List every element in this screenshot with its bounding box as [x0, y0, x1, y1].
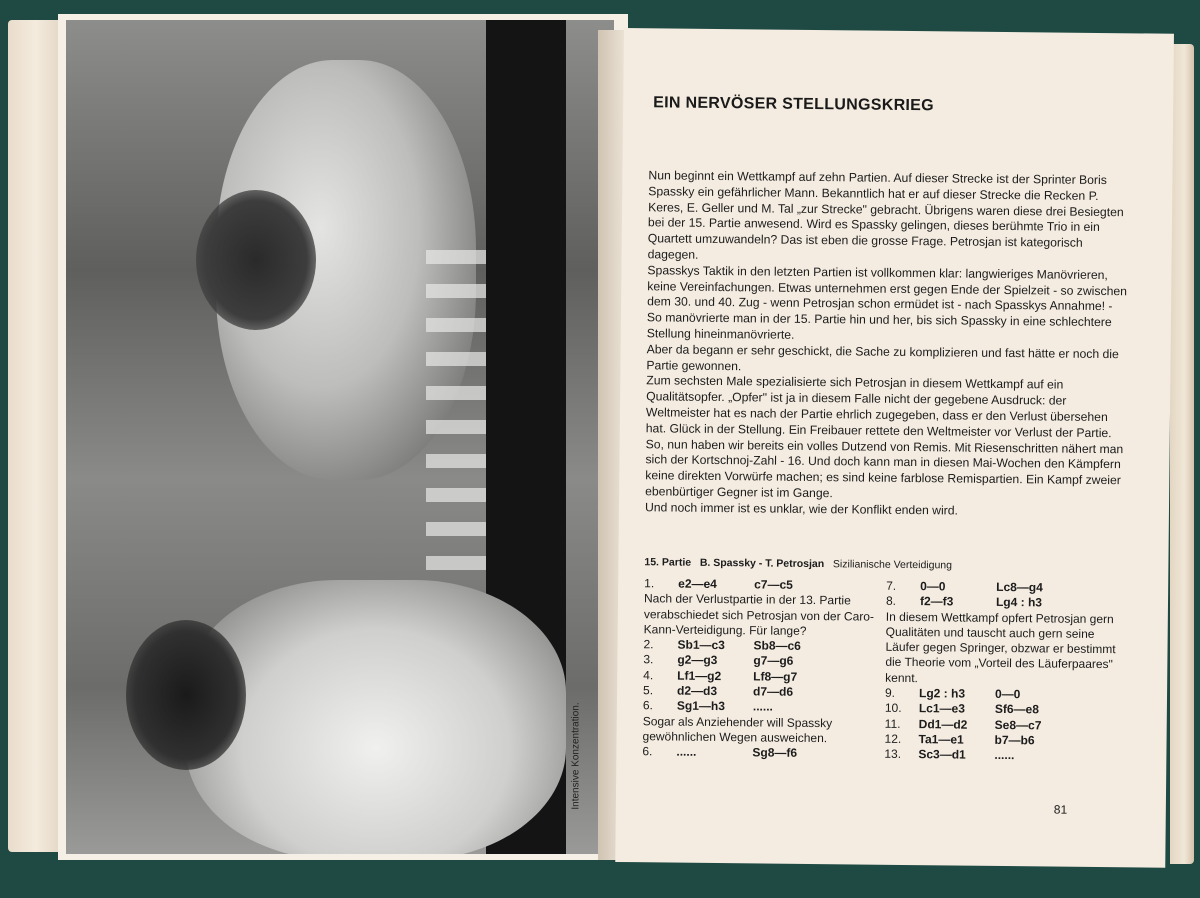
move-note: Sogar als Anziehender will Spassky gewöhnlichen Wegen ausweichen. [642, 713, 833, 746]
chapter-heading: EIN NERVÖSER STELLUNGSKRIEG [653, 94, 935, 115]
move-black: Sg8—f6 [752, 745, 798, 761]
game-opening: Sizilianische Verteidigung [832, 558, 953, 572]
photo-caption-text: Intensive Konzentration. [570, 702, 582, 810]
left-page [58, 14, 628, 860]
move-black: ...... [752, 699, 773, 714]
move-note: Nach der Verlustpartie in der 13. Partie verabschiedet sich Petrosjan von der Caro-Kann-Verteidigung. Für lange? [643, 591, 875, 638]
move-white: Lf1—g2 [677, 668, 722, 683]
move-white: Lc1—e3 [918, 701, 965, 716]
move-number: 6. [642, 698, 653, 713]
move-white: e2—e4 [678, 576, 717, 592]
move-black: c7—c5 [754, 577, 793, 592]
right-page [615, 28, 1174, 868]
move-number: 5. [642, 683, 654, 698]
book-edge-right [1170, 44, 1194, 864]
move-white: 0—0 [920, 579, 946, 594]
move-black: Lf8—g7 [753, 669, 798, 684]
move-white: Ta1—e1 [918, 732, 964, 747]
move-white: d2—d3 [676, 683, 718, 699]
body-text [645, 168, 1133, 521]
move-white: f2—f3 [919, 594, 954, 609]
move-number: 13. [884, 747, 902, 762]
move-number: 2. [643, 637, 654, 652]
move-black: g7—g6 [753, 653, 794, 669]
move-number: 10. [884, 701, 902, 716]
game-label: 15. Partie [644, 556, 692, 569]
move-number: 8. [885, 594, 897, 609]
move-row [884, 747, 1124, 765]
move-black: b7—b6 [994, 732, 1035, 748]
paragraph: Und noch immer ist es unklar, wie der Konflikt enden wird. [644, 499, 958, 518]
move-black: Se8—c7 [994, 717, 1042, 733]
photo-caption [566, 686, 586, 826]
move-white: Sc3—d1 [918, 747, 966, 762]
paragraph: So manövrierte man in der 15. Partie hin und her, bis sich Spassky in eine schlechtere Stellung hineinmanövrierte. [646, 310, 1112, 342]
move-white: Dd1—d2 [918, 716, 968, 732]
move-number: 3. [643, 652, 654, 667]
move-white: g2—g3 [677, 653, 718, 668]
move-black: 0—0 [994, 687, 1021, 702]
paragraph: Aber da begann er sehr geschickt, die Sache zu komplizieren und fast hätte er noch die Partie gewonnen. [646, 342, 1119, 373]
move-number: 7. [886, 578, 897, 593]
move-black: Lc8—g4 [996, 579, 1043, 595]
game-players: B. Spassky - T. Petrosjan [699, 556, 825, 571]
move-number: 9. [884, 685, 896, 700]
paragraph: Zum sechsten Male spezialisierte sich Petrosjan in diesem Wettkampf auf ein Qualitätsopfer. „Opfer" ist ja in diesem Falle nicht der gegebene Ausdruck: der Weltmeister hat es nach der Partie ehrlich zugegeben, dass er den Verlust übersehen hat. Glück in der Stellung. Ein Freibauer rettete den Weltmeister vor Verlust der Partie. So, nun haben wir bereits ein volles Dutzend von Remis. Mit Riesenschritten nähert man sich der Kortschnoj-Zahl - 16. Und doch kann man in diesen Mai-Wochen den Kämpfern keine direkten Vorwürfe machen; es sind keine farblose Remispartien. Ein Kampf zweier ebenbürtiger Gegner ist im Gange. [645, 373, 1124, 501]
move-number: 1. [644, 576, 655, 591]
move-number: 12. [884, 731, 902, 746]
move-row [642, 744, 882, 762]
move-number: 11. [884, 716, 901, 731]
move-white: Sb1—c3 [677, 637, 725, 653]
move-black: Lg4 : h3 [995, 595, 1043, 610]
paragraph: Spasskys Taktik in den letzten Partien ist vollkommen klar: langwieriges Manövrieren, keine Vereinfachungen. Etwas unternehmen erst gegen Ende der Spielzeit - so zwischen dem 30. und 40. Zug - wenn Petrosjan schon ermüdet ist - nach Spasskys Annahme! - [647, 263, 1128, 314]
move-black: ...... [994, 748, 1015, 763]
chess-players-photo [66, 20, 614, 854]
move-white: ...... [676, 744, 697, 760]
move-number: 4. [643, 668, 654, 683]
photo-head-top [196, 190, 316, 330]
photo-head-bottom [126, 620, 246, 770]
game-header [644, 556, 1144, 573]
move-black: d7—d6 [752, 684, 794, 699]
move-black: Sb8—c6 [753, 638, 801, 654]
move-white: Lg2 : h3 [918, 686, 966, 701]
moves-column-right [884, 579, 1126, 765]
move-number: 6. [642, 744, 653, 759]
move-black: Sf6—e8 [994, 702, 1039, 717]
move-white: Sg1—h3 [676, 698, 725, 714]
paragraph: Nun beginnt ein Wettkampf auf zehn Partien. Auf dieser Strecke ist der Sprinter Boris Spassky ein gefährlicher Mann. Bekanntlich hat er auf dieser Strecke die Recken P. Keres, E. Geller und M. Tal „zur Strecke" gebracht. Übrigens waren diese drei Besiegten bei der 15. Partie anwesend. Wird es Spassky gelingen, dieses berühmte Trio in ein Quartett umzuwandeln? Das ist eben die grosse Frage. Petrosjan ist kategorisch dagegen. [647, 168, 1124, 262]
moves-column-left [642, 576, 884, 762]
page-number: 81 [1053, 802, 1068, 817]
move-note: In diesem Wettkampf opfert Petrosjan gern Qualitäten und tauscht auch gern seine Läufer gegen Springer, obzwar er bestimmt die Theorie vom „Vorteil des Läuferpaares" kennt. [885, 609, 1116, 685]
